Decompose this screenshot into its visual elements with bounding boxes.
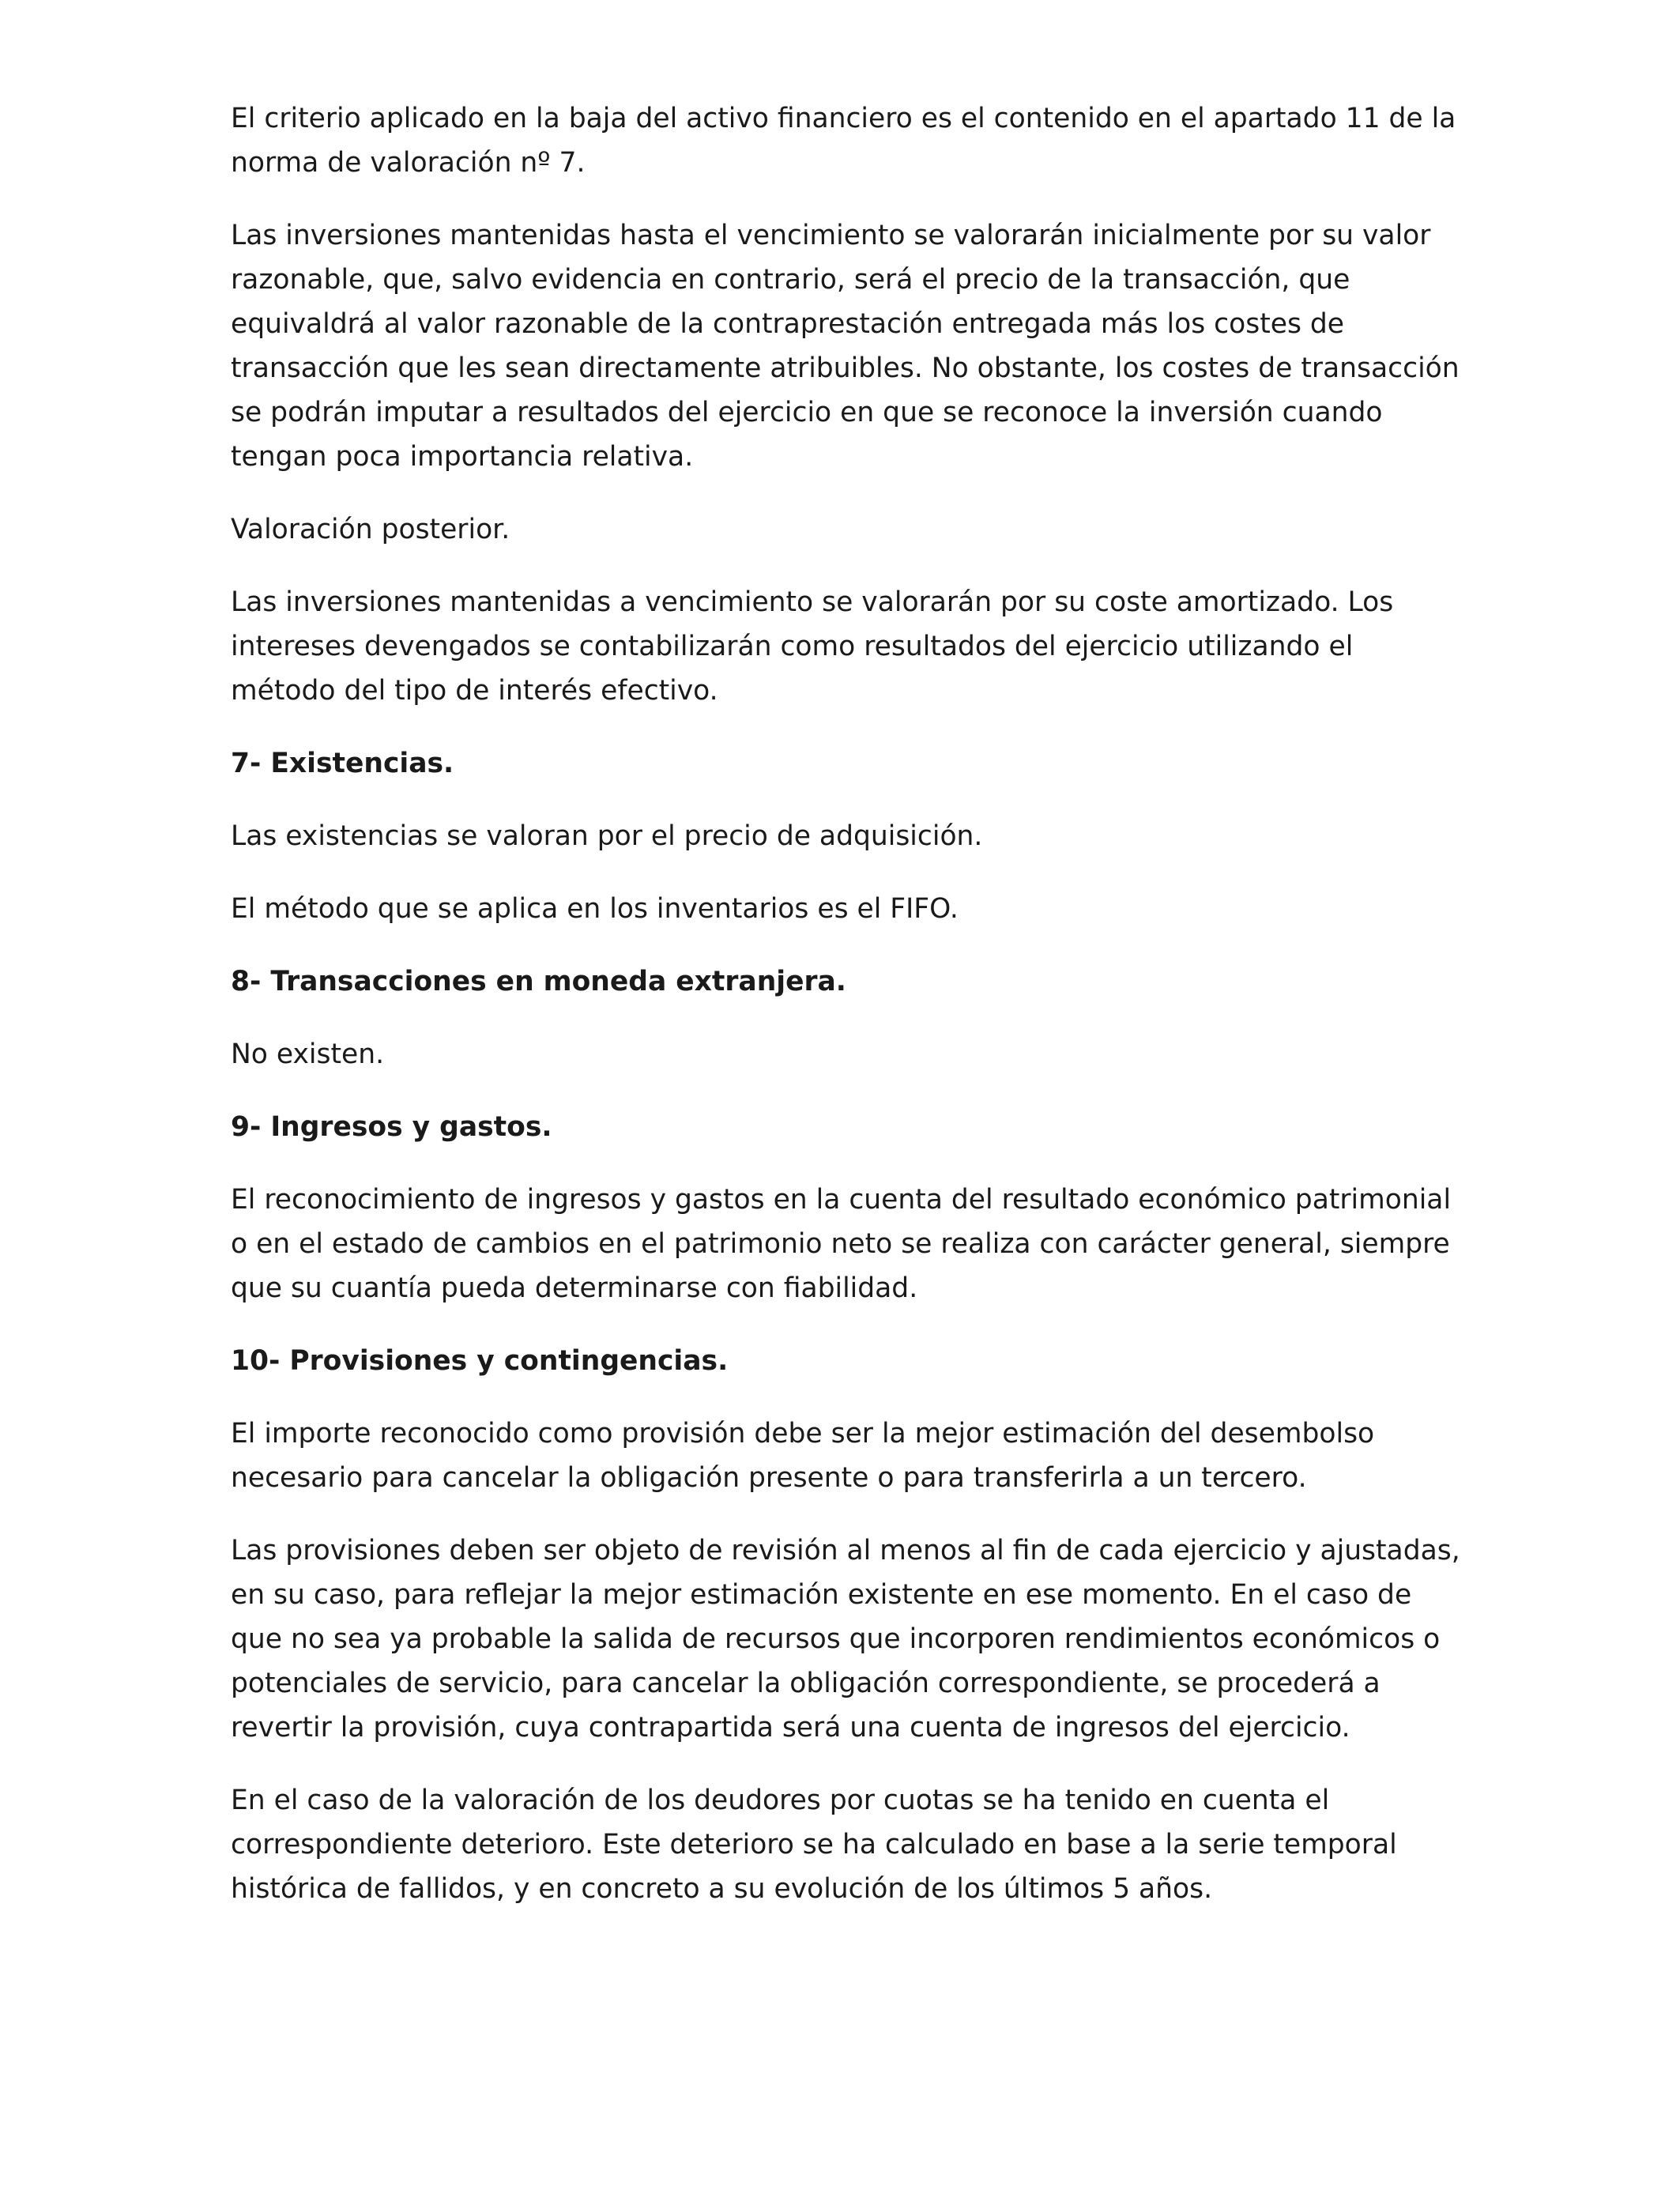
section-heading-provisiones: 10- Provisiones y contingencias.: [231, 1345, 729, 1377]
section-heading-moneda-extranjera: 8- Transacciones en moneda extranjera.: [231, 966, 846, 997]
paragraph-revision-provisiones: Las provisiones deben ser objeto de revisión al menos al fin de cada ejercicio y ajustadas, en su caso, para reflejar la mejor estimación existente en ese momento. En el caso de que no sea ya probable la salida de recursos que incorporen rendimientos económicos o potenciales de servicio, para cancelar la obligación correspondiente, se procederá a revertir la provisión, cuya contrapartida será una cuenta de ingresos del ejercicio.: [231, 1535, 1460, 1744]
document-body: [231, 96, 1463, 1940]
paragraph-deudores-deterioro: En el caso de la valoración de los deudores por cuotas se ha tenido en cuenta el correspondiente deterioro. Este deterioro se ha calculado en base a la serie temporal histórica de fallidos, y en concreto a su evolución de los últimos 5 años.: [231, 1785, 1397, 1905]
paragraph-reconocimiento-ingresos: El reconocimiento de ingresos y gastos en la cuenta del resultado económico patrimonial o en el estado de cambios en el patrimonio neto se realiza con carácter general, siempre que su cuantía pueda determinarse con fiabilidad.: [231, 1184, 1452, 1304]
paragraph-importe-provision: El importe reconocido como provisión debe ser la mejor estimación del desembolso necesario para cancelar la obligación presente o para transferirla a un tercero.: [231, 1418, 1375, 1494]
paragraph-baja-activo: El criterio aplicado en la baja del activo financiero es el contenido en el apartado 11 de la norma de valoración nº 7.: [231, 103, 1456, 179]
section-heading-ingresos-gastos: 9- Ingresos y gastos.: [231, 1111, 552, 1143]
paragraph-existencias-valoracion: Las existencias se valoran por el precio de adquisición.: [231, 820, 983, 852]
paragraph-no-existen: No existen.: [231, 1039, 385, 1070]
paragraph-metodo-fifo: El método que se aplica en los inventarios es el FIFO.: [231, 893, 959, 925]
paragraph-inversiones-valoracion-inicial: Las inversiones mantenidas hasta el vencimiento se valorarán inicialmente por su valor razonable, que, salvo evidencia en contrario, será el precio de la transacción, que equivaldrá al valor razonable de la contraprestación entregada más los costes de transacción que les sean directamente atribuibles. No obstante, los costes de transacción se podrán imputar a resultados del ejercicio en que se reconoce la inversión cuando tengan poca importancia relativa.: [231, 220, 1460, 473]
paragraph-coste-amortizado: Las inversiones mantenidas a vencimiento se valorarán por su coste amortizado. Los intereses devengados se contabilizarán como resultados del ejercicio utilizando el método del tipo de interés efectivo.: [231, 586, 1394, 707]
paragraph-valoracion-posterior: Valoración posterior.: [231, 514, 510, 545]
section-heading-existencias: 7- Existencias.: [231, 748, 454, 779]
